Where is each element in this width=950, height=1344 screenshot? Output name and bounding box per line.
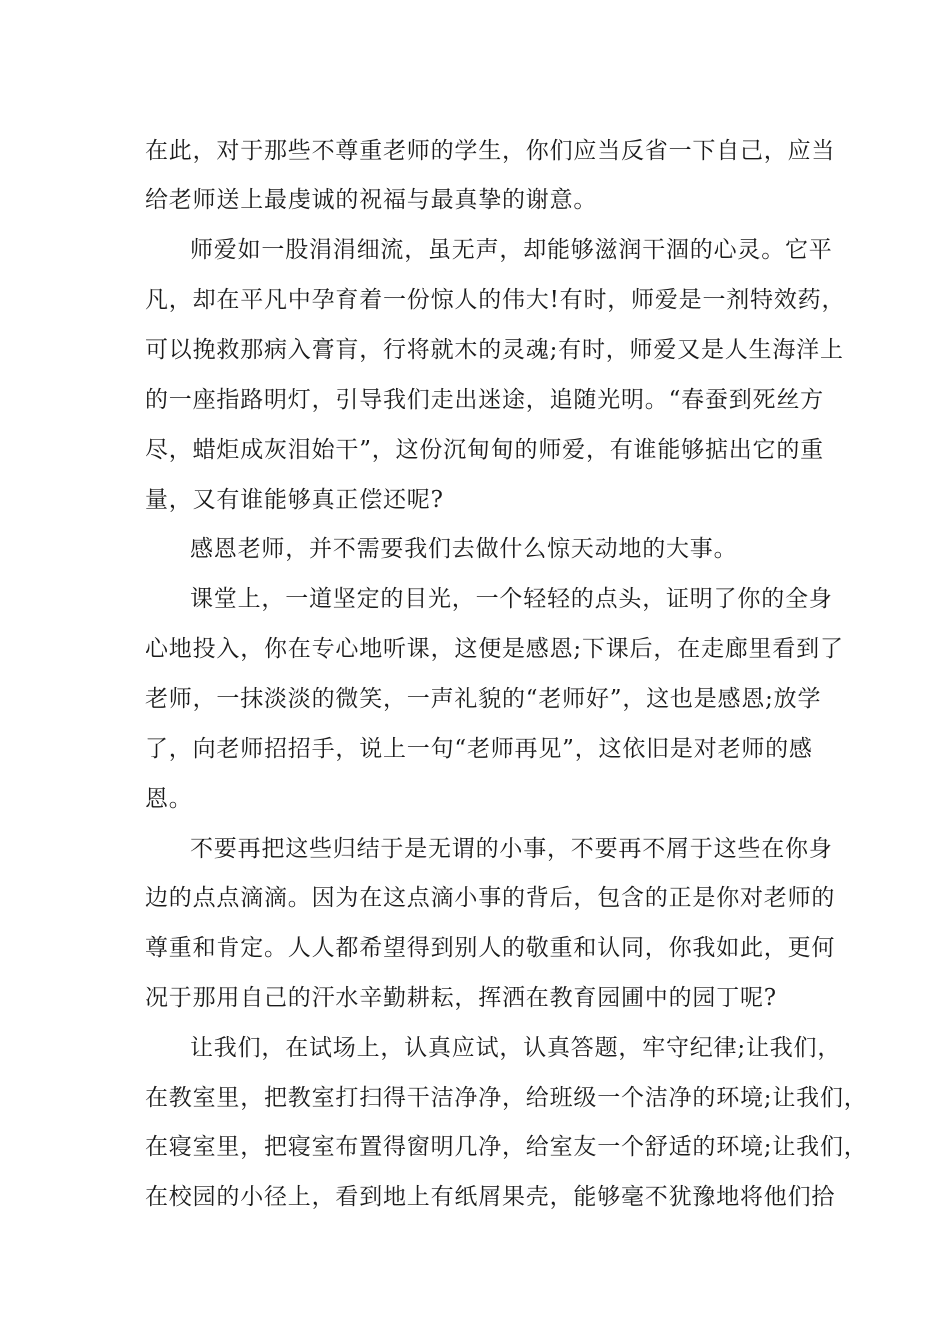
text-line: 老师，一抹淡淡的微笑，一声礼貌的“老师好”，这也是感恩;放学 (145, 686, 822, 712)
text-line: 量，又有谁能够真正偿还呢? (145, 487, 444, 513)
text-line: 师爱如一股涓涓细流，虽无声，却能够滋润干涸的心灵。它平 (190, 237, 833, 263)
text-line: 的一座指路明灯，引导我们走出迷途，追随光明。“春蚕到死丝方 (145, 387, 824, 413)
text-line: 尽，蜡炬成灰泪始干”，这份沉甸甸的师爱，有谁能够掂出它的重 (145, 437, 824, 463)
text-line: 了，向老师招招手，说上一句“老师再见”，这依旧是对老师的感 (145, 736, 813, 762)
text-line: 不要再把这些归结于是无谓的小事，不要再不屑于这些在你身 (190, 836, 833, 862)
text-line: 在寝室里，把寝室布置得窗明几净，给室友一个舒适的环境;让我们， (145, 1134, 868, 1160)
text-line: 在此，对于那些不尊重老师的学生，你们应当反省一下自己，应当 (145, 138, 836, 164)
text-line: 课堂上，一道坚定的目光，一个轻轻的点头，证明了你的全身 (190, 586, 833, 612)
text-line: 心地投入，你在专心地听课，这便是感恩;下课后，在走廊里看到了 (145, 636, 844, 662)
text-line: 恩。 (145, 786, 193, 812)
text-line: 况于那用自己的汗水辛勤耕耘，挥洒在教育园圃中的园丁呢? (145, 985, 777, 1011)
text-line: 给老师送上最虔诚的祝福与最真挚的谢意。 (145, 187, 598, 213)
text-line: 凡，却在平凡中孕育着一份惊人的伟大!有时，师爱是一剂特效药， (145, 287, 846, 313)
text-line: 让我们，在试场上，认真应试，认真答题，牢守纪律;让我们， (190, 1035, 842, 1061)
text-line: 在校园的小径上，看到地上有纸屑果壳，能够毫不犹豫地将他们拾 (145, 1184, 836, 1210)
text-line: 边的点点滴滴。因为在这点滴小事的背后，包含的正是你对老师的 (145, 885, 836, 911)
text-line: 在教室里，把教室打扫得干洁净净，给班级一个洁净的环境;让我们， (145, 1085, 868, 1111)
text-line: 感恩老师，并不需要我们去做什么惊天动地的大事。 (190, 536, 738, 562)
text-line: 尊重和肯定。人人都希望得到别人的敬重和认同，你我如此，更何 (145, 935, 836, 961)
text-line: 可以挽救那病入膏肓，行将就木的灵魂;有时，师爱又是人生海洋上 (145, 337, 844, 363)
